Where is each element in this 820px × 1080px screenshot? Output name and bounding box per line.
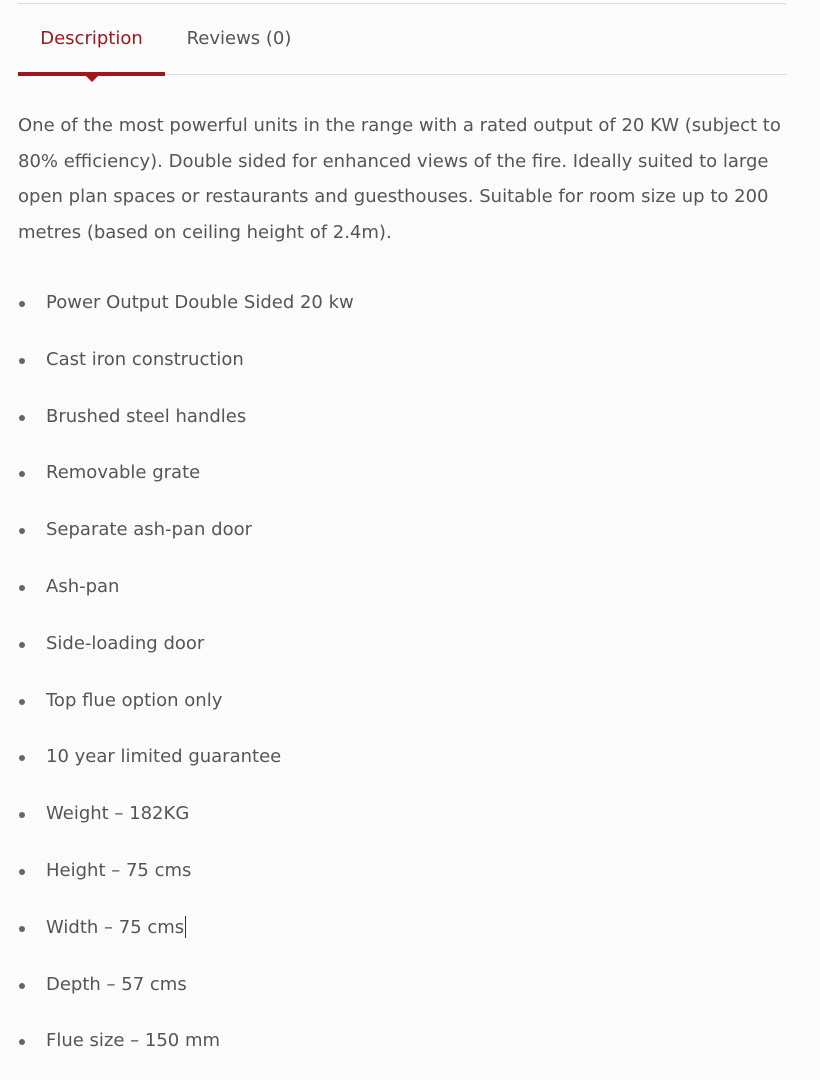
tab-reviews[interactable]: Reviews (0) bbox=[186, 28, 292, 49]
bullet-icon bbox=[19, 585, 25, 591]
feature-item bbox=[18, 445, 786, 502]
bullet-icon bbox=[19, 1039, 25, 1045]
bullet-icon bbox=[19, 528, 25, 534]
product-tabs bbox=[18, 4, 786, 75]
bullet-icon bbox=[19, 699, 25, 705]
tab-description[interactable]: Description bbox=[40, 28, 143, 49]
feature-text: Width – 75 cms bbox=[46, 916, 185, 938]
feature-item bbox=[18, 559, 786, 616]
feature-item bbox=[18, 332, 786, 389]
feature-text: Top flue option only bbox=[46, 689, 223, 711]
feature-text: Weight – 182KG bbox=[46, 803, 190, 825]
feature-item bbox=[18, 502, 786, 559]
bullet-icon bbox=[19, 869, 25, 875]
feature-item bbox=[18, 786, 786, 843]
bullet-icon bbox=[19, 301, 25, 307]
feature-text: Cast iron construction bbox=[46, 348, 244, 370]
bullet-icon bbox=[19, 983, 25, 989]
bullet-icon bbox=[19, 415, 25, 421]
feature-text: Ash-pan bbox=[46, 575, 120, 597]
feature-item bbox=[18, 1013, 786, 1070]
feature-list bbox=[18, 275, 786, 1070]
feature-text: Height – 75 cms bbox=[46, 859, 192, 881]
feature-text: Side-loading door bbox=[46, 632, 205, 654]
feature-item bbox=[18, 843, 786, 900]
feature-text: Separate ash-pan door bbox=[46, 519, 252, 541]
feature-text: Flue size – 150 mm bbox=[46, 1030, 221, 1052]
feature-text: 10 year limited guarantee bbox=[46, 746, 282, 768]
feature-text: Brushed steel handles bbox=[46, 405, 247, 427]
bullet-icon bbox=[19, 812, 25, 818]
product-description: One of the most powerful units in the range with a rated output of 20 KW (subject to 80% efficiency). Double sided for enhanced views of the fire. Ideally suited to large open plan spaces or restaurants and guesthouses. Suitable for room size up to 200 metres (based on ceiling height of 2.4m). bbox=[18, 115, 781, 243]
bullet-icon bbox=[19, 358, 25, 364]
bullet-icon bbox=[19, 755, 25, 761]
feature-item bbox=[18, 389, 786, 446]
feature-item bbox=[18, 900, 786, 957]
feature-item bbox=[18, 275, 786, 332]
feature-item bbox=[18, 673, 786, 730]
feature-text: Power Output Double Sided 20 kw bbox=[46, 292, 354, 313]
text-cursor bbox=[185, 916, 186, 938]
feature-item bbox=[18, 729, 786, 786]
bullet-icon bbox=[19, 926, 25, 932]
feature-item bbox=[18, 616, 786, 673]
bullet-icon bbox=[19, 471, 25, 477]
feature-text: Depth – 57 cms bbox=[46, 973, 187, 995]
bullet-icon bbox=[19, 642, 25, 648]
active-tab-arrow-icon bbox=[86, 76, 98, 82]
feature-item bbox=[18, 957, 786, 1014]
feature-text: Removable grate bbox=[46, 462, 201, 484]
